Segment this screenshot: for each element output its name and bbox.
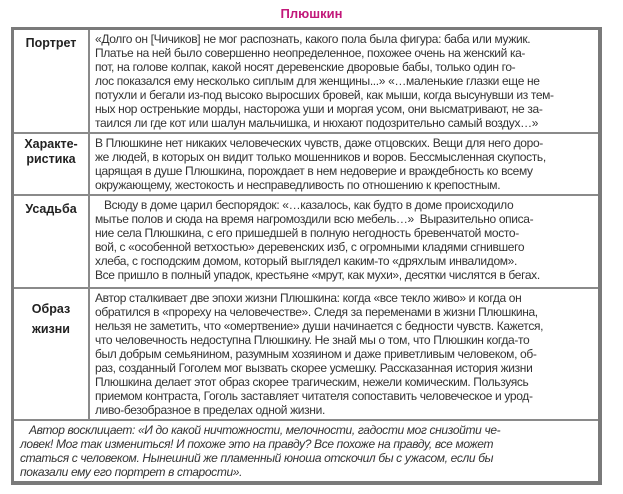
text-line: ловек! Мог так измениться! И похоже это на правду? Все похоже на правду, все может (20, 437, 494, 451)
row-label: Усадьба (14, 196, 90, 287)
text-line: показали ему его портрет в старости». (20, 465, 243, 479)
text-line: ных нор остренькие морды, насторожа уши и моргая усом, они высматривают, не за- (95, 102, 543, 116)
table-row-way-of-life (14, 289, 598, 421)
text-line: лос показался ему несколько сиплым для женщины...» «…маленькие глазки еще не (95, 74, 540, 88)
label-line: жизни (32, 322, 70, 336)
text-line: таился ли где кот или шалун мальчишка, и нюхают подозрительно самый воздух…» (95, 116, 539, 130)
row-text (90, 289, 598, 419)
label-line: Характе- (24, 137, 78, 151)
text-line: В Плюшкине нет никаких человеческих чувств, даже отцовских. Вещи для него доро- (95, 136, 543, 150)
text-line: потухли и бегали из-под высоко выросших бровей, как мыши, когда высунувши из тем- (95, 88, 554, 102)
row-label: Портрет (14, 30, 90, 132)
text-line: хлеба, с господским домом, который выглядел каким-то «дряхлым инвалидом». (95, 254, 517, 268)
text-line: Все пришло в полный упадок, крестьяне «мрут, как мухи», десятки числятся в бегах. (95, 268, 540, 282)
row-text (90, 134, 598, 194)
text-line: раз, созданный Гоголем мог вызвать скорее усмешку. Рассказанная история жизни (95, 361, 533, 375)
text-line: пот, на голове колпак, какой носят деревенские дворовые бабы, только один го- (95, 60, 516, 74)
text-line: статься с человеком. Нынешний же пламенный юноша отскочил бы с ужасом, если бы (20, 451, 494, 465)
text-line: Платье на ней было совершенно неопределенное, похожее очень на женский ка- (95, 46, 526, 60)
text-line: Всюду в доме царил беспорядок: «…казалось, как будто в доме происходило (95, 198, 514, 212)
text-line: ние села Плюшкина, с его пришедшей в полную негодность бревенчатой мосто- (95, 226, 519, 240)
text-line: был добрым семьянином, разумным хозяином и даже приветливым человеком, об- (95, 347, 537, 361)
text-line: что человечность недоступна Плюшкину. Не знай мы о том, что Плюшкин когда-то (95, 333, 530, 347)
table-row-portrait (14, 30, 598, 134)
row-text (90, 196, 598, 287)
table-row-author-quote (14, 421, 598, 481)
text-line: обратился в «прореху на человечестве». Следя за переменами в жизни Плюшкина, (95, 305, 538, 319)
document-title: Плюшкин (280, 6, 343, 21)
text-line: приемом контраста, Гоголь заставляет читателя сопоставить человеческое и урод- (95, 389, 533, 403)
text-line: же людей, в которых он видит только мошенников и воров. Бессмысленная скупость, (95, 150, 546, 164)
text-line: мытье полов и сюда на время нагромоздили всю мебель…» Выразительно описа- (95, 212, 534, 226)
label-line: ристика (26, 152, 76, 166)
table-row-characteristics (14, 134, 598, 196)
text-line: вой, с «особенной ветхостью» деревенских изб, с огромными кладями сгнившего (95, 240, 525, 254)
text-line: царящая в душе Плюшкина, порождает в нем недоверие и враждебность ко всему (95, 164, 533, 178)
table-row-estate (14, 196, 598, 289)
text-line: нельзя не заметить, что «омертвение» души начинается с бедности чувств. Кажется, (95, 319, 544, 333)
text-line: Плюшкина делает этот образ скорее трагическим, нежели комическим. Пользуясь (95, 375, 529, 389)
row-label (14, 289, 90, 419)
text-line: Автор сталкивает две эпохи жизни Плюшкина: когда «все текло живо» и когда он (95, 291, 522, 305)
text-line: окружающему, жестокость и несправедливость по отношению к крепостным. (95, 178, 501, 192)
row-label (14, 134, 90, 194)
author-quote (14, 421, 598, 481)
text-line: ливо-безобразное в пределах одной жизни. (95, 403, 325, 417)
row-text (90, 30, 598, 132)
text-line: Автор восклицает: «И до какой ничтожности, мелочности, гадости мог снизойти че- (20, 423, 501, 437)
label-line: Образ (31, 302, 71, 316)
text-line: «Долго он [Чичиков] не мог распознать, какого пола была фигура: баба или мужик. (95, 32, 531, 46)
plyushkin-table (11, 27, 602, 485)
